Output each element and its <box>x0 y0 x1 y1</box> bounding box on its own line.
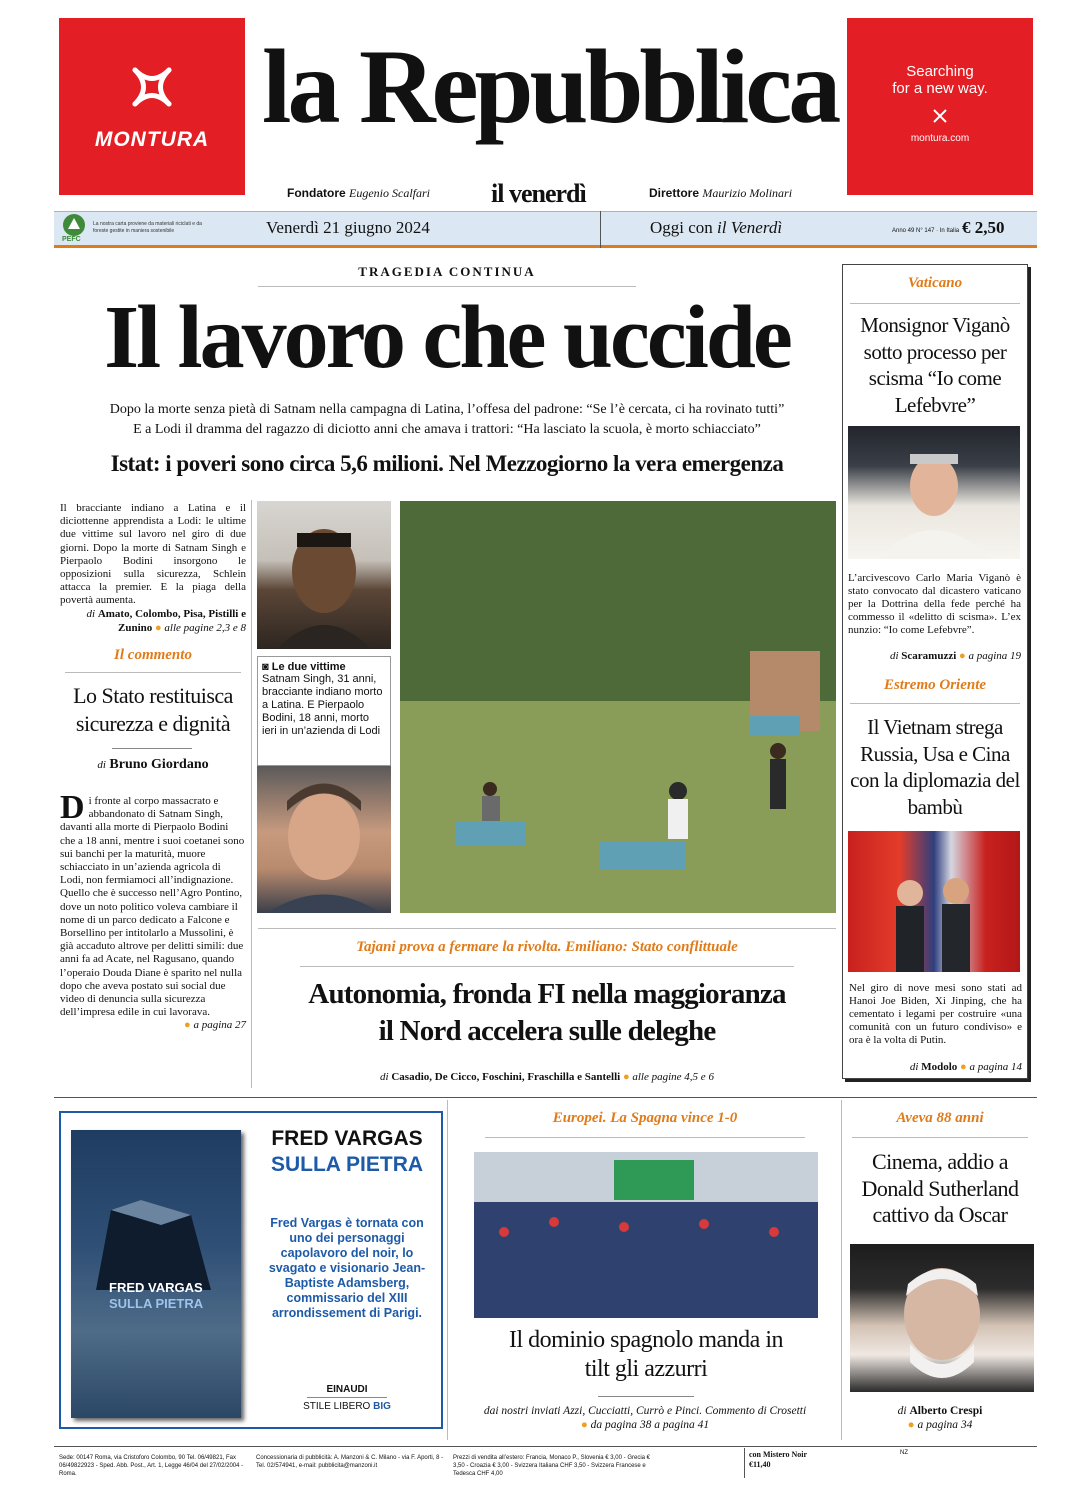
footer-rule <box>54 1446 1037 1447</box>
bullet-icon: ● <box>907 1419 915 1431</box>
autonomia-byline-di: di <box>380 1071 389 1083</box>
europei-headline[interactable]: Il dominio spagnolo manda in tilt gli azzurri <box>509 1327 783 1382</box>
pefc-label: PEFC <box>62 236 81 243</box>
ad-montura-left[interactable] <box>59 18 245 195</box>
sutherland-byline <box>845 1405 1035 1417</box>
autonomia-kicker: Tajani prova a fermare la rivolta. Emiliano: Stato conflittuale <box>356 939 738 955</box>
bullet-icon: ● <box>960 1061 967 1073</box>
commento-rule <box>65 672 241 673</box>
autonomia-top-rule <box>258 928 836 929</box>
col-divider-left <box>251 500 252 1088</box>
victims-caption <box>257 656 391 766</box>
europei-pages-wrap <box>452 1419 838 1431</box>
book-blurb: Fred Vargas è tornata con uno dei personaggi capolavoro del noir, lo svagato e visionario Jean-Baptiste Adamsberg, commissario del XIII arrondissement di Parigi. <box>268 1216 426 1320</box>
book-publisher-rule <box>307 1397 387 1398</box>
book-publisher: EINAUDI <box>326 1384 368 1395</box>
vaticano-rule <box>850 303 1020 304</box>
lead-byline-di: di <box>86 608 96 620</box>
commento-body-first: i fronte al corpo massacrato e abbandonato di Satnam <box>88 795 219 821</box>
vaticano-body: L’arcivescovo Carlo Maria Viganò è stato convocato dal dicastero vaticano per la Dottrina della fede perché ha commesso il «delitto di scisma». L’ex nunzio: “Io come Lefebvre”. <box>848 572 1021 636</box>
autonomia-byline-names: Casadio, De Cicco, Foschini, Fraschilla e Santelli <box>391 1071 621 1083</box>
footer-mistero: con Mistero Noir €11,40 <box>749 1450 807 1469</box>
oriente-page: a pagina 14 <box>969 1061 1022 1073</box>
commento-page: a pagina 27 <box>193 1019 246 1032</box>
founder-label: Fondatore <box>287 186 346 200</box>
today-with <box>650 218 782 238</box>
book-cover[interactable] <box>71 1130 241 1418</box>
lead-body: Il bracciante indiano a Latina e il diciottenne apprendista a Lodi: le ultime due vittime sul lavoro nel giro di due giorni. Dopo la morte di Satnam Singh e Pierpaolo Bodini insorgono le opposizioni sulla sicurezza, Schlein attacca la premier. E la piaga della povertà aumenta. <box>60 502 246 607</box>
oriente-rule <box>850 703 1020 704</box>
vaticano-byline-di: di <box>889 650 899 662</box>
sutherland-page-wrap <box>845 1419 1035 1431</box>
caption-title <box>262 661 386 673</box>
commento-rule2 <box>112 748 192 749</box>
vaticano-byline-name: Scaramuzzi <box>901 650 957 662</box>
camera-icon: ◙ <box>262 661 269 673</box>
footer-divider <box>744 1448 745 1478</box>
sutherland-headline[interactable]: Cinema, addio a Donald Sutherland cattivo da Oscar <box>861 1149 1019 1227</box>
ad-right-url: montura.com <box>910 133 970 144</box>
lead-byline <box>60 607 246 635</box>
bullet-icon: ● <box>580 1419 588 1431</box>
commento-body <box>60 789 246 1033</box>
venerdi-logo[interactable]: il venerdì <box>491 179 586 208</box>
bullet-icon: ● <box>184 1019 191 1032</box>
sutherland-photo[interactable] <box>850 1244 1034 1392</box>
europei-rule2 <box>598 1396 694 1397</box>
lead-deck1: Dopo la morte senza pietà di Satnam nella campagna di Latina, l’offesa del padrone: “Se l’è cercata, ci ha rovinato tutti” <box>109 402 785 417</box>
vaticano-page: a pagina 19 <box>968 650 1021 662</box>
fans-photo[interactable] <box>474 1152 818 1318</box>
europei-pages: da pagina 38 a pagina 41 <box>590 1419 710 1431</box>
putin-vietnam-photo[interactable] <box>848 831 1020 972</box>
caption-text: Satnam Singh, 31 anni, bracciante indiano morto a Latina. E Pierpaolo Bodini, 18 anni, morto ieri in un’azienda di Lodi <box>262 673 383 737</box>
book-series <box>262 1401 432 1412</box>
oriente-byline-name: Modolo <box>921 1061 958 1073</box>
commento-kicker: Il commento <box>114 647 192 663</box>
farm-field-photo[interactable] <box>400 501 836 913</box>
sutherland-byline-name: Alberto Crespi <box>909 1405 983 1417</box>
book-author: FRED VARGAS <box>271 1127 423 1150</box>
small-montura-icon <box>931 107 949 125</box>
satnam-photo[interactable] <box>257 501 391 649</box>
masthead-title[interactable]: la Repubblica <box>262 28 838 145</box>
oriente-body: Nel giro di nove mesi sono stati ad Hanoi Joe Biden, Xi Jinping, che ha cementato i legami per costruire «una comunità con un futuro condiviso» e ora è la volta di Putin. <box>849 982 1022 1046</box>
vigano-photo[interactable] <box>848 426 1020 559</box>
director-line <box>649 186 792 201</box>
lower-divider-2 <box>841 1100 842 1440</box>
footer-prezzi: Prezzi di vendita all’estero: Francia, Monaco P., Slovenia € 3,00 - Grecia € 3,50 - Croazia € 3,00 - Svizzera Italiana CHF 3,50 - Svizzera Francese e Tedesca CHF 4,00 <box>453 1455 650 1477</box>
commento-byline-di: di <box>97 759 106 771</box>
sutherland-byline-di: di <box>897 1405 907 1417</box>
founder-name: Eugenio Scalfari <box>349 186 431 200</box>
section-rule <box>54 1097 1037 1098</box>
commento-byline <box>60 757 246 773</box>
issue-date: Venerdì 21 giugno 2024 <box>266 218 430 237</box>
autonomia-kicker-rule <box>300 966 794 967</box>
lead-kicker-rule <box>258 286 636 287</box>
autonomia-byline-pages: alle pagine 4,5 e 6 <box>632 1071 714 1083</box>
europei-byline: dai nostri inviati Azzi, Cucciatti, Currò e Pinci. Commento di Crosetti <box>483 1405 807 1417</box>
sutherland-kicker: Aveva 88 anni <box>896 1110 984 1126</box>
autonomia-headline2[interactable]: il Nord accelera sulle deleghe <box>378 1015 716 1047</box>
footer-sede: Sede: 00147 Roma, via Cristoforo Colombo, 90 Tel. 06/49821, Fax 06/49822923 - Sped. Abb. Post., Art. 1, Legge 46/04 del 27/02/2004 - Roma. <box>59 1455 244 1477</box>
europei-kicker: Europei. La Spagna vince 1-0 <box>552 1110 738 1126</box>
caption-title-text: Le due vittime <box>271 661 346 673</box>
commento-byline-name: Bruno Giordano <box>109 757 209 772</box>
director-label: Direttore <box>649 186 700 200</box>
ad-montura-right[interactable] <box>847 18 1033 195</box>
ad-right-line1: Searching <box>906 63 974 80</box>
ad-right-line2: for a new way. <box>892 80 988 97</box>
sutherland-page: a pagina 34 <box>917 1419 973 1431</box>
sutherland-rule <box>852 1137 1028 1138</box>
book-title: SULLA PIETRA <box>270 1153 424 1176</box>
lead-subhead[interactable]: Istat: i poveri sono circa 5,6 milioni. Nel Mezzogiorno la vera emergenza <box>110 451 784 476</box>
book-series-prefix: STILE LIBERO <box>303 1401 371 1412</box>
today-with-title: il Venerdì <box>717 218 783 237</box>
footer-concessionaria: Concessionaria di pubblicità: A. Manzoni & C. Milano - via F. Aporti, 8 - Tel. 02/574941, e-mail: pubblicita@manzoni.it <box>256 1455 444 1469</box>
commento-body-text: Singh, davanti alla morte di Pierpaolo Bodini che a 18 anni, mentre i suoi coetanei sono sui banchi per la maturità, muore schiacciato in un’azienda agricola di Lodi, non fermiamoci all’indignazione. Quello che è successo nell’Agro Pontino, dove un noto politico voleva cambiare il nome di un parco dedicato a Falcone e Borsellino per intitolarlo a Mussolini, è già accaduto altrove per delitti simili: due anni fa ad Acate, nel Ragusano, quando l’operaio Douda Diane è sparito nel nulla dopo che aveva postato sui social due video di denuncia sulla sicurezza dell’impresa edile in cui lavorava. <box>60 808 245 1019</box>
vaticano-headline[interactable]: Monsignor Viganò sotto processo per scisma “Io come Lefebvre” <box>860 313 1010 417</box>
footer-code: NZ <box>900 1450 908 1456</box>
oriente-byline <box>849 1061 1022 1073</box>
founder-line <box>287 186 430 201</box>
book-series-suffix: BIG <box>373 1401 391 1412</box>
oriente-kicker: Estremo Oriente <box>883 677 987 693</box>
bullet-icon: ● <box>155 622 162 634</box>
bullet-icon: ● <box>959 650 966 662</box>
today-with-label: Oggi con <box>650 218 713 237</box>
dropcap: D <box>60 789 85 826</box>
oriente-headline[interactable]: Il Vietnam strega Russia, Usa e Cina con la diplomazia del bambù <box>850 715 1020 819</box>
bullet-icon: ● <box>622 1071 630 1083</box>
montura-brand-text: MONTURA <box>94 128 210 151</box>
lead-deck2: E a Lodi il dramma del ragazzo di diciotto anni che amava i trattori: “Ha lasciato la scuola, è morto schiacciato” <box>133 422 761 437</box>
autonomia-headline1[interactable]: Autonomia, fronda FI nella maggioranza <box>308 978 786 1010</box>
lead-kicker: TRAGEDIA CONTINUA <box>358 264 536 279</box>
lead-byline-pages: alle pagine 2,3 e 8 <box>164 622 246 634</box>
director-name: Maurizio Molinari <box>702 186 793 200</box>
lower-divider-1 <box>447 1100 448 1440</box>
autonomia-byline <box>258 1071 836 1083</box>
price: € 2,50 <box>962 218 1005 237</box>
commento-headline[interactable]: Lo Stato restituisca sicurezza e dignità <box>73 683 233 736</box>
strip-divider <box>600 211 601 248</box>
europei-rule <box>485 1137 805 1138</box>
cover-title: SULLA PIETRA <box>109 1296 204 1311</box>
lead-byline-names: Amato, Colombo, Pisa, Pistilli e Zunino <box>97 608 246 634</box>
pierpaolo-photo[interactable] <box>257 766 391 913</box>
issue-info: Anno 49 N° 147 · In Italia <box>892 228 960 234</box>
oriente-byline-di: di <box>909 1061 919 1073</box>
pefc-note: La nostra carta proviene da materiali riciclati e da foreste gestite in maniera sostenibile <box>93 221 202 234</box>
vaticano-byline <box>848 650 1021 662</box>
lead-headline[interactable]: Il lavoro che uccide <box>104 288 790 387</box>
vaticano-kicker: Vaticano <box>907 275 963 291</box>
montura-logo-icon <box>125 60 179 114</box>
cover-author: FRED VARGAS <box>109 1280 203 1295</box>
